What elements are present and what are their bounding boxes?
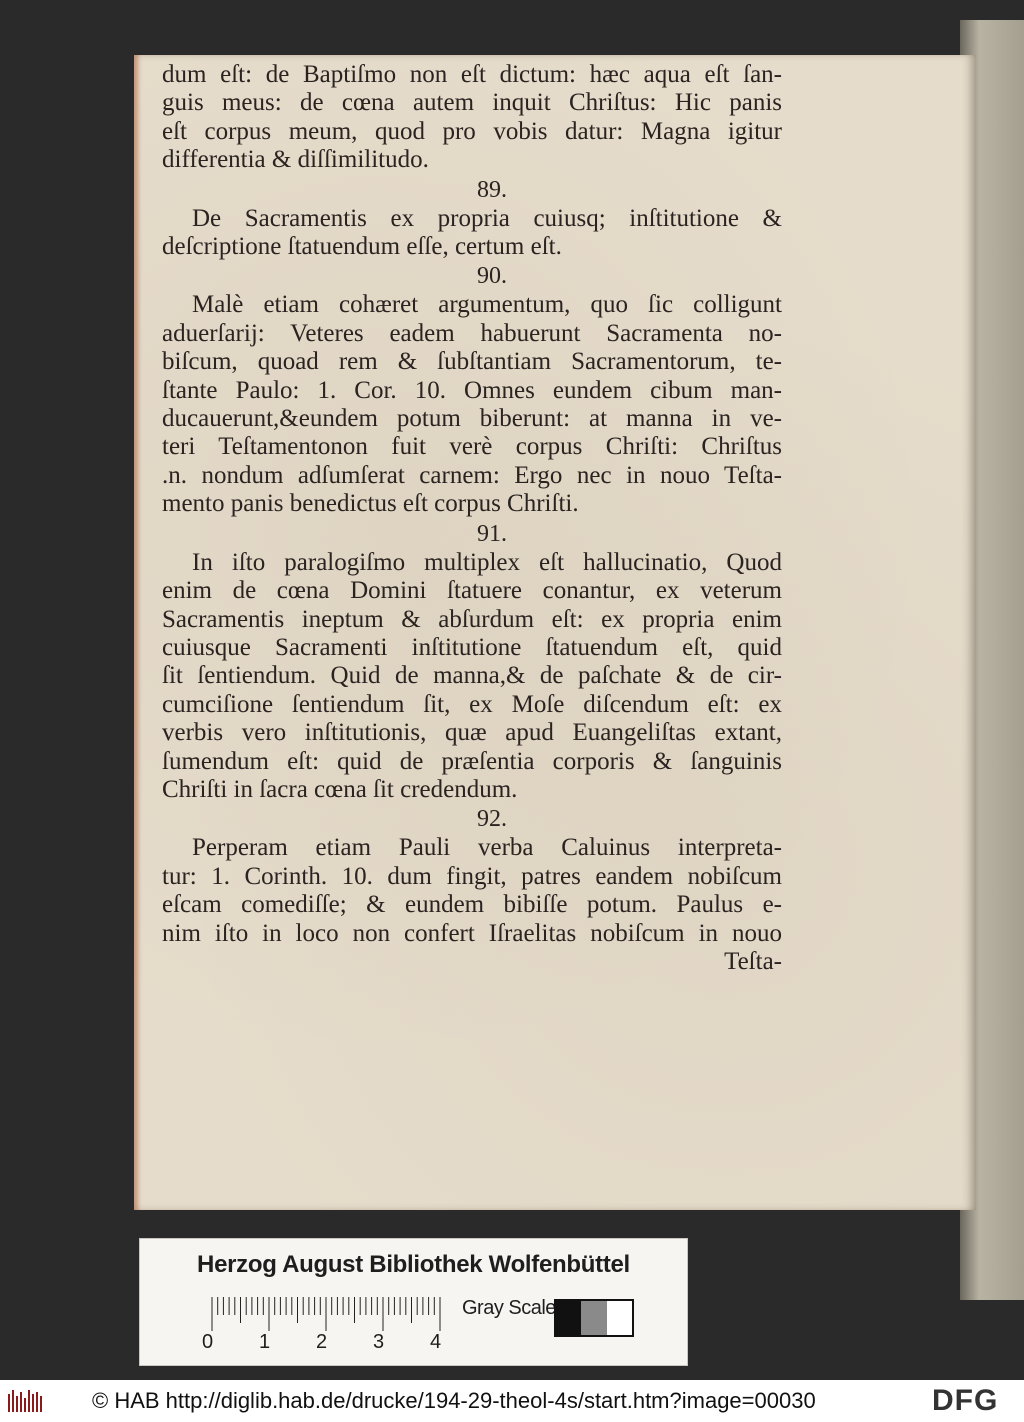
text-line: Chriſti in ſacra cœna ſit credendum. xyxy=(162,775,518,803)
text-line: In iſto paralogiſmo multiplex eſt hallucinatio, Quod xyxy=(192,548,782,576)
ruler-label: 0 xyxy=(202,1331,214,1353)
text-line: tur: 1. Corinth. 10. dum fingit, patres eandem nobiſcum xyxy=(162,862,782,890)
ruler-label: 1 xyxy=(259,1331,271,1353)
copyright-url[interactable]: © HAB http://diglib.hab.de/drucke/194-29-theol-4s/start.htm?image=00030 xyxy=(92,1388,816,1413)
paragraph-number: 89. xyxy=(477,176,507,203)
library-name: Herzog August Bibliothek Wolfenbüttel xyxy=(197,1251,630,1278)
text-line: aduerſarij: Veteres eadem habuerunt Sacramenta no- xyxy=(162,319,782,347)
gray-scale-label: Gray Scale xyxy=(462,1297,556,1319)
text-line: differentia & diſſimilitudo. xyxy=(162,146,429,174)
hab-barcode-logo-icon xyxy=(6,1388,46,1416)
ruler-label: 4 xyxy=(430,1331,442,1353)
gray-scale-swatch xyxy=(554,1299,634,1337)
text-line: cumciſione ſentiendum ſit, ex Moſe diſcendum eſt: ex xyxy=(162,690,782,718)
text-line: guis meus: de cœna autem inquit Chriſtus: Hic panis xyxy=(162,89,782,117)
text-line: verbis vero inſtitutionis, quæ apud Euangeliſtas extant, xyxy=(162,719,782,747)
ruler-labels xyxy=(202,1331,462,1355)
text-line: eſcam comediſſe; & eundem bibiſſe potum. Paulus e- xyxy=(162,891,782,919)
viewer-footer xyxy=(0,1380,1024,1422)
paragraph-number: 91. xyxy=(477,520,507,547)
ruler-label: 2 xyxy=(316,1331,328,1353)
text-line: De Sacramentis ex propria cuiusq; inſtitutione & xyxy=(192,204,782,232)
text-line: Perperam etiam Pauli verba Caluinus interpreta- xyxy=(192,834,782,862)
gray-swatch-cell xyxy=(607,1301,632,1335)
text-line: ducauerunt,&eundem potum biberunt: at manna in ve- xyxy=(162,405,782,433)
cm-ruler xyxy=(210,1297,450,1331)
gray-swatch-cell xyxy=(581,1301,606,1335)
text-line: .n. nondum adſumſerat carnem: Ergo nec in nouo Teſta- xyxy=(162,461,782,489)
text-line: biſcum, quoad rem & ſubſtantiam Sacramentorum, te- xyxy=(162,348,782,376)
text-line: mento panis benedictus eſt corpus Chriſti. xyxy=(162,490,579,518)
text-line: enim de cœna Domini ſtatuere conantur, ex veterum xyxy=(162,577,782,605)
color-target-card xyxy=(139,1238,688,1366)
gray-swatch-cell xyxy=(556,1301,581,1335)
text-line: ſumendum eſt: quid de præſentia corporis & ſanguinis xyxy=(162,747,782,775)
text-line: eſt corpus meum, quod pro vobis datur: Magna igitur xyxy=(162,117,782,145)
text-line: ſit ſentiendum. Quid de manna,& de paſchate & de cir- xyxy=(162,662,782,690)
text-line: cuiusque Sacramenti inſtitutione ſtatuendum eſt, quid xyxy=(162,633,782,661)
text-line: Sacramentis ineptum & abſurdum eſt: ex propria enim xyxy=(162,605,782,633)
text-line: teri Teſtamentonon fuit verè corpus Chriſti: Chriſtus xyxy=(162,433,782,461)
paragraph-number: 92. xyxy=(477,806,507,833)
paragraph-number: 90. xyxy=(477,263,507,290)
dfg-logo: DFG xyxy=(932,1384,999,1417)
ruler-label: 3 xyxy=(373,1331,385,1353)
text-line: dum eſt: de Baptiſmo non eſt dictum: hæc aqua eſt ſan- xyxy=(162,61,782,88)
page-text-block xyxy=(162,61,782,976)
text-line: deſcriptione ſtatuendum eſſe, certum eſt. xyxy=(162,233,562,261)
text-line: ſtante Paulo: 1. Cor. 10. Omnes eundem cibum man- xyxy=(162,376,782,404)
text-line: nim iſto in loco non confert Iſraelitas nobiſcum in nouo xyxy=(162,919,782,947)
text-line: Malè etiam cohæret argumentum, quo ſic colligunt xyxy=(192,291,782,319)
text-line: Teſta- xyxy=(724,947,782,975)
